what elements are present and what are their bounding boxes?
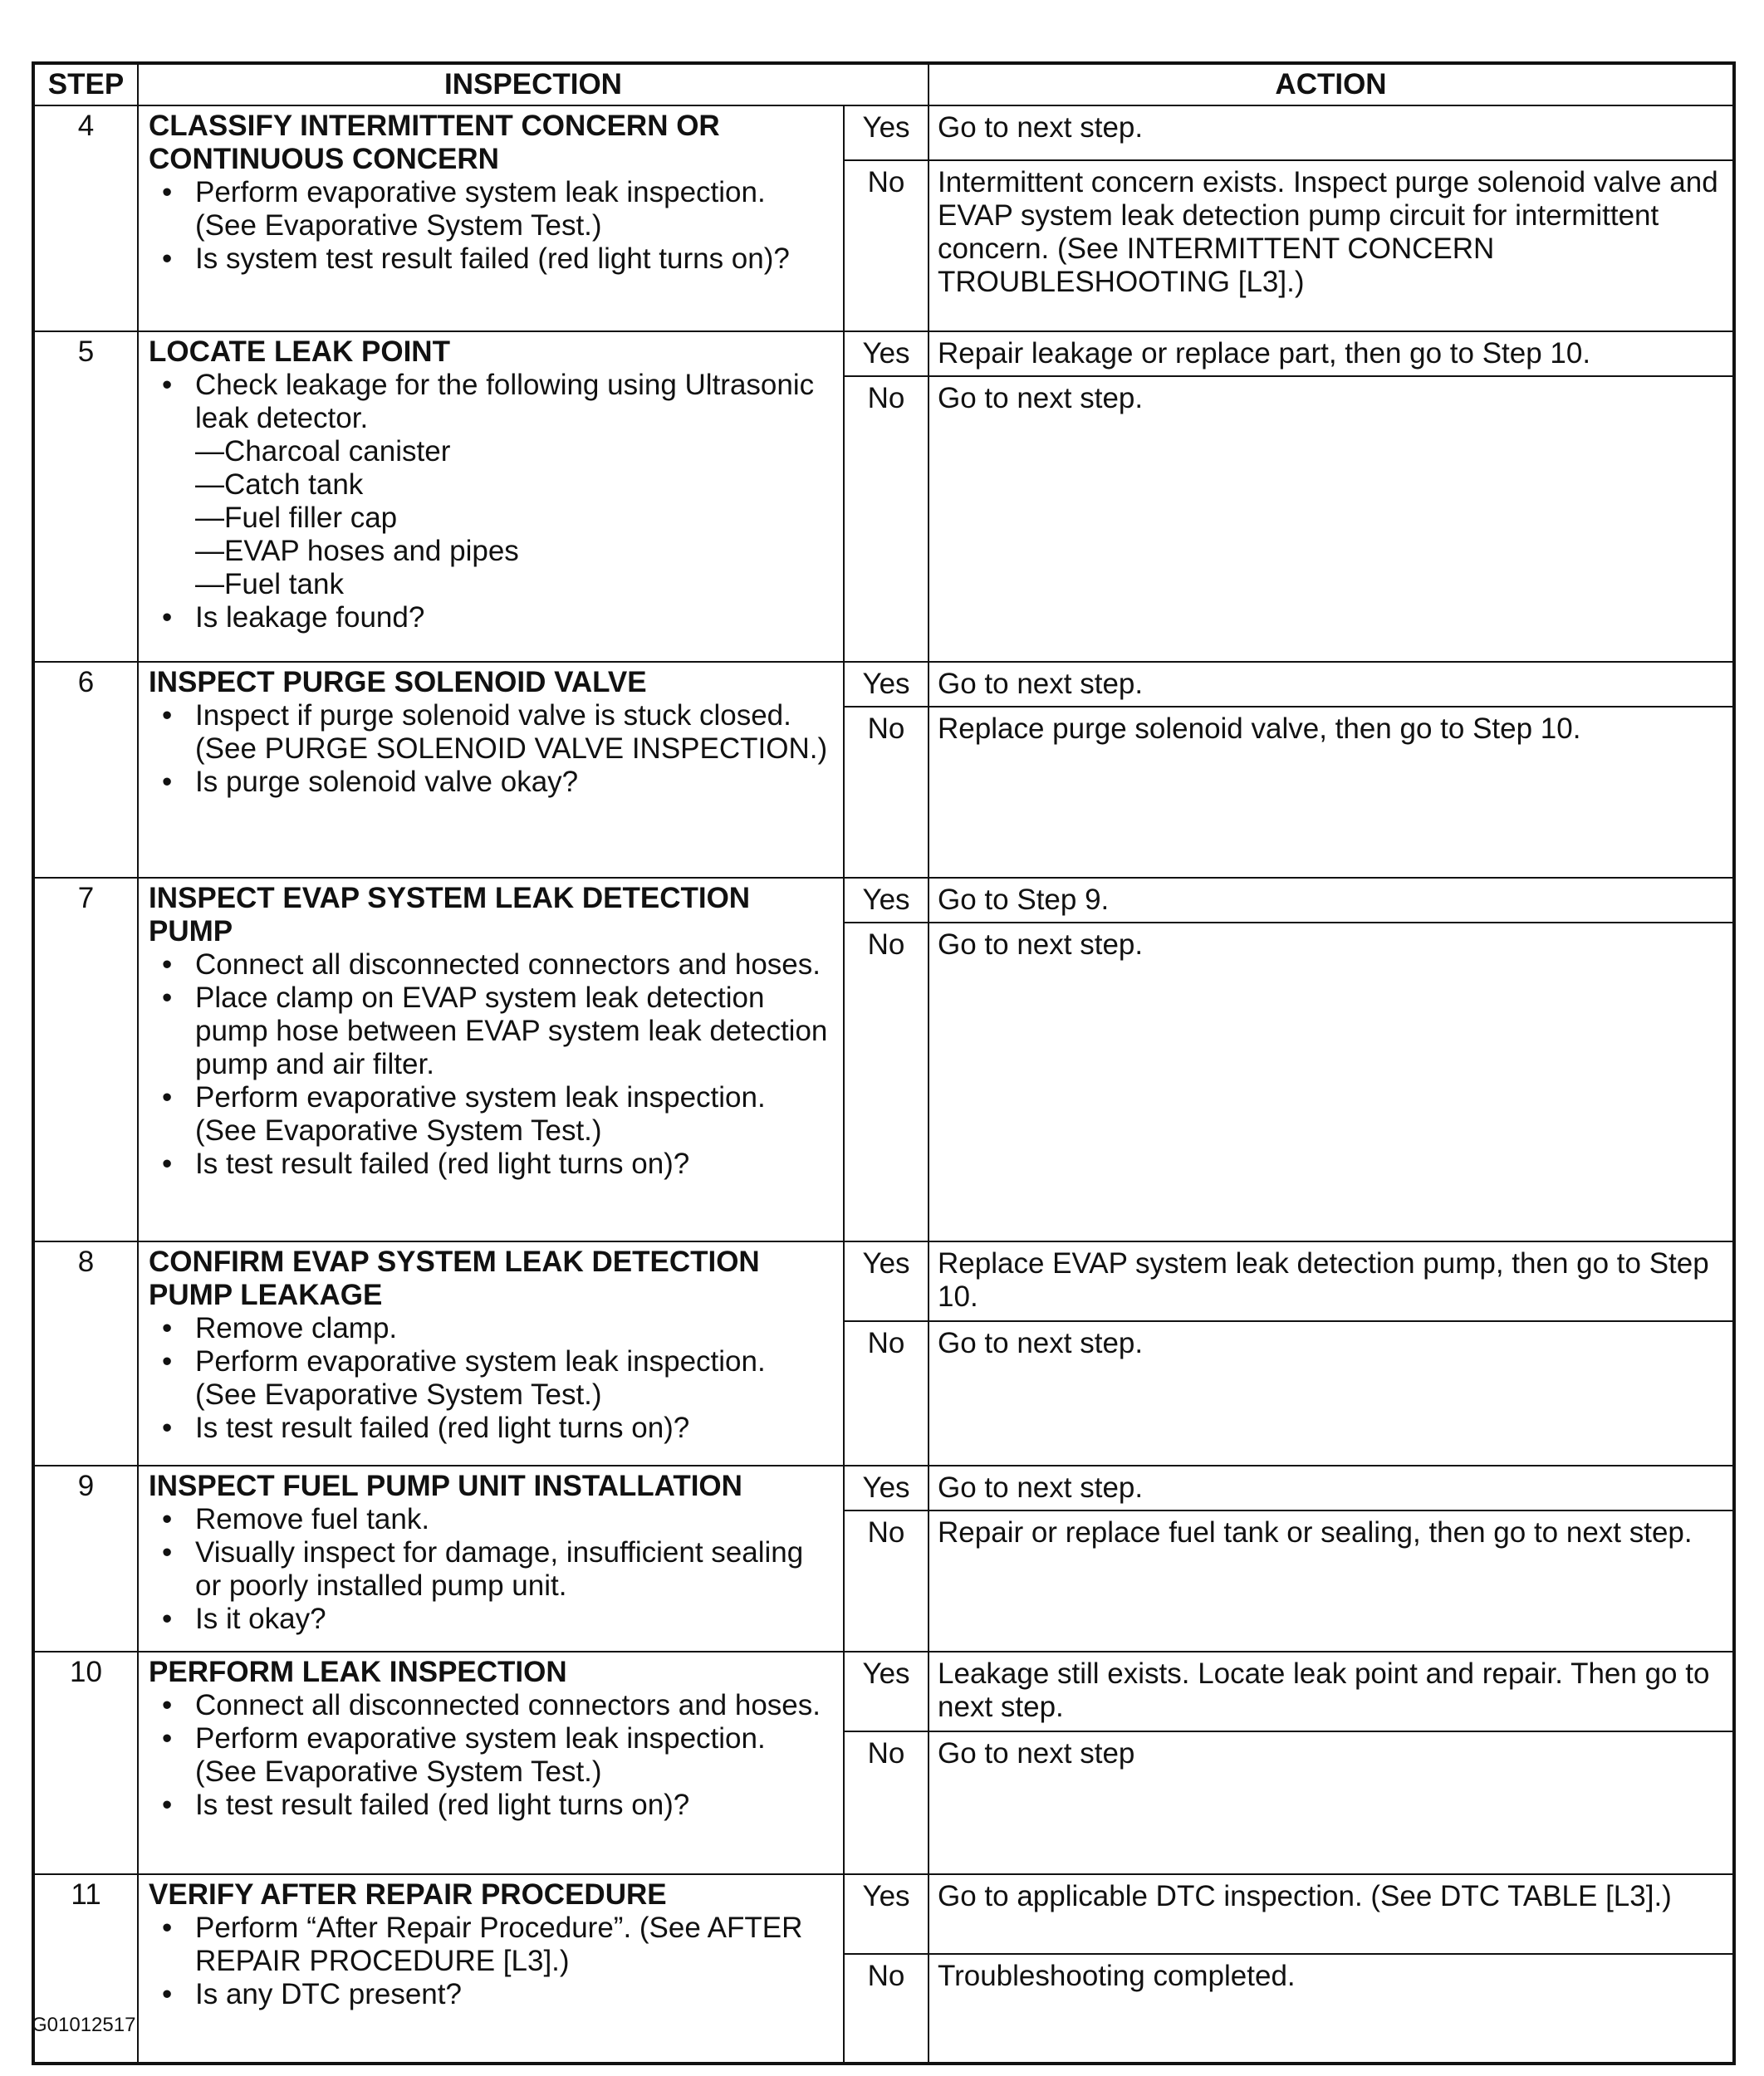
inspection-bullet-text: Perform “After Repair Procedure”. (See AFTER REPAIR PROCEDURE [L3].) bbox=[195, 1912, 803, 1977]
inspection-bullet bbox=[149, 1312, 835, 1345]
inspection-bullet-text: Is test result failed (red light turns on)? bbox=[195, 1412, 690, 1444]
inspection-bullet-text: Is any DTC present? bbox=[195, 1978, 462, 2010]
inspection-bullet bbox=[149, 242, 835, 276]
inspection-bullet-text: Perform evaporative system leak inspection. (See Evaporative System Test.) bbox=[195, 1081, 766, 1147]
no-label: No bbox=[844, 1954, 929, 2064]
inspection-cell bbox=[138, 1466, 844, 1652]
inspection-bullet bbox=[149, 1536, 835, 1603]
step-row bbox=[33, 1652, 1734, 1731]
step-row bbox=[33, 331, 1734, 376]
leak-check-item bbox=[195, 468, 835, 502]
leak-check-item-text: Fuel tank bbox=[224, 568, 344, 600]
yes-label: Yes bbox=[844, 1241, 929, 1321]
inspection-bullets bbox=[149, 1912, 835, 2011]
inspection-bullet bbox=[149, 766, 835, 799]
yes-label: Yes bbox=[844, 1652, 929, 1731]
inspection-bullet-text: Is purge solenoid valve okay? bbox=[195, 766, 579, 798]
inspection-bullet bbox=[149, 1603, 835, 1636]
inspection-bullet-text: Perform evaporative system leak inspection. (See Evaporative System Test.) bbox=[195, 1722, 766, 1788]
inspection-bullet-text: Is it okay? bbox=[195, 1603, 326, 1635]
leak-check-item bbox=[195, 435, 835, 468]
step-number: 11 bbox=[33, 1874, 138, 2064]
inspection-title: INSPECT PURGE SOLENOID VALVE bbox=[149, 666, 647, 698]
no-label: No bbox=[844, 923, 929, 1241]
step-row bbox=[33, 662, 1734, 707]
inspection-bullet bbox=[149, 601, 835, 634]
inspection-bullets bbox=[149, 369, 835, 634]
inspection-bullet bbox=[149, 1345, 835, 1412]
step-row bbox=[33, 1241, 1734, 1321]
inspection-bullet-text: Check leakage for the following using Ultrasonic leak detector. bbox=[195, 369, 815, 434]
step-number: 9 bbox=[33, 1466, 138, 1652]
leak-check-item bbox=[195, 568, 835, 601]
action-column-header: ACTION bbox=[929, 63, 1734, 105]
inspection-cell bbox=[138, 878, 844, 1241]
inspection-title: CLASSIFY INTERMITTENT CONCERN OR CONTINUOUS CONCERN bbox=[149, 110, 720, 175]
inspection-cell bbox=[138, 1241, 844, 1466]
inspection-cell bbox=[138, 331, 844, 662]
inspection-bullet bbox=[149, 369, 835, 601]
yes-action: Repair leakage or replace part, then go to Step 10. bbox=[929, 331, 1734, 376]
yes-label: Yes bbox=[844, 105, 929, 160]
leak-check-item-text: Catch tank bbox=[224, 468, 364, 501]
inspection-bullet-text: Connect all disconnected connectors and hoses. bbox=[195, 948, 821, 981]
inspection-bullets bbox=[149, 1312, 835, 1445]
yes-action: Go to next step. bbox=[929, 662, 1734, 707]
yes-action: Go to next step. bbox=[929, 1466, 1734, 1510]
inspection-cell bbox=[138, 662, 844, 878]
no-label: No bbox=[844, 160, 929, 331]
inspection-title: LOCATE LEAK POINT bbox=[149, 335, 450, 368]
inspection-bullet bbox=[149, 1978, 835, 2011]
leak-check-list bbox=[195, 435, 835, 601]
inspection-bullets bbox=[149, 1503, 835, 1636]
inspection-bullet-text: Remove clamp. bbox=[195, 1312, 398, 1344]
no-action: Go to next step. bbox=[929, 376, 1734, 662]
yes-label: Yes bbox=[844, 662, 929, 707]
inspection-bullets bbox=[149, 699, 835, 799]
step-column-header: STEP bbox=[33, 63, 138, 105]
inspection-bullet-text: Is system test result failed (red light turns on)? bbox=[195, 242, 790, 275]
inspection-cell bbox=[138, 1874, 844, 2064]
inspection-title: INSPECT EVAP SYSTEM LEAK DETECTION PUMP bbox=[149, 882, 751, 947]
inspection-cell bbox=[138, 1652, 844, 1874]
inspection-bullet bbox=[149, 176, 835, 242]
yes-action: Leakage still exists. Locate leak point and repair. Then go to next step. bbox=[929, 1652, 1734, 1731]
leak-check-item-text: EVAP hoses and pipes bbox=[224, 535, 519, 567]
inspection-bullet-text: Connect all disconnected connectors and hoses. bbox=[195, 1689, 821, 1721]
no-label: No bbox=[844, 1731, 929, 1874]
leak-check-item bbox=[195, 535, 835, 568]
no-action: Troubleshooting completed. bbox=[929, 1954, 1734, 2064]
inspection-bullet bbox=[149, 1722, 835, 1789]
table-body bbox=[33, 105, 1734, 2064]
yes-action: Go to Step 9. bbox=[929, 878, 1734, 923]
inspection-bullet bbox=[149, 1789, 835, 1822]
inspection-bullet bbox=[149, 1503, 835, 1536]
yes-label: Yes bbox=[844, 1874, 929, 1954]
inspection-bullet bbox=[149, 1081, 835, 1148]
yes-label: Yes bbox=[844, 878, 929, 923]
inspection-bullet-text: Visually inspect for damage, insufficient sealing or poorly installed pump unit. bbox=[195, 1536, 804, 1602]
step-number: 4 bbox=[33, 105, 138, 331]
inspection-bullet bbox=[149, 1912, 835, 1978]
inspection-bullet bbox=[149, 948, 835, 982]
inspection-bullet-text: Perform evaporative system leak inspection. (See Evaporative System Test.) bbox=[195, 176, 766, 242]
no-label: No bbox=[844, 376, 929, 662]
inspection-column-header: INSPECTION bbox=[138, 63, 929, 105]
step-number: 6 bbox=[33, 662, 138, 878]
inspection-bullet bbox=[149, 982, 835, 1081]
leak-check-item-text: Charcoal canister bbox=[224, 435, 451, 468]
step-number: 5 bbox=[33, 331, 138, 662]
no-action: Intermittent concern exists. Inspect purge solenoid valve and EVAP system leak detection pump circuit for intermittent concern. (See INTERMITTENT CONCERN TROUBLESHOOTING [L3].) bbox=[929, 160, 1734, 331]
step-row bbox=[33, 878, 1734, 923]
no-label: No bbox=[844, 1321, 929, 1466]
inspection-bullet-text: Remove fuel tank. bbox=[195, 1503, 430, 1535]
step-row bbox=[33, 105, 1734, 160]
table-header-row bbox=[33, 63, 1734, 105]
inspection-title: CONFIRM EVAP SYSTEM LEAK DETECTION PUMP LEAKAGE bbox=[149, 1246, 760, 1311]
inspection-bullet bbox=[149, 699, 835, 766]
no-label: No bbox=[844, 1510, 929, 1652]
no-action: Go to next step. bbox=[929, 1321, 1734, 1466]
inspection-bullet bbox=[149, 1412, 835, 1445]
figure-id: G01012517 bbox=[32, 2014, 136, 2036]
step-number: 7 bbox=[33, 878, 138, 1241]
inspection-bullet-text: Is test result failed (red light turns on)? bbox=[195, 1148, 690, 1180]
no-action: Go to next step bbox=[929, 1731, 1734, 1874]
inspection-bullet-text: Inspect if purge solenoid valve is stuck closed. (See PURGE SOLENOID VALVE INSPECTION.) bbox=[195, 699, 828, 765]
inspection-title: PERFORM LEAK INSPECTION bbox=[149, 1656, 567, 1688]
inspection-bullet bbox=[149, 1689, 835, 1722]
no-action: Replace purge solenoid valve, then go to Step 10. bbox=[929, 707, 1734, 878]
troubleshooting-table bbox=[32, 61, 1736, 2065]
inspection-bullet-text: Is leakage found? bbox=[195, 601, 425, 634]
inspection-bullets bbox=[149, 948, 835, 1181]
step-row bbox=[33, 1466, 1734, 1510]
inspection-cell bbox=[138, 105, 844, 331]
yes-action: Replace EVAP system leak detection pump, then go to Step 10. bbox=[929, 1241, 1734, 1321]
no-label: No bbox=[844, 707, 929, 878]
yes-label: Yes bbox=[844, 1466, 929, 1510]
inspection-bullet-text: Is test result failed (red light turns on)? bbox=[195, 1789, 690, 1821]
yes-action: Go to next step. bbox=[929, 105, 1734, 160]
no-action: Go to next step. bbox=[929, 923, 1734, 1241]
inspection-bullet-text: Perform evaporative system leak inspection. (See Evaporative System Test.) bbox=[195, 1345, 766, 1411]
step-number: 10 bbox=[33, 1652, 138, 1874]
leak-check-item bbox=[195, 502, 835, 535]
inspection-bullet-text: Place clamp on EVAP system leak detection pump hose between EVAP system leak detection pump and air filter. bbox=[195, 982, 828, 1080]
no-action: Repair or replace fuel tank or sealing, then go to next step. bbox=[929, 1510, 1734, 1652]
inspection-title: VERIFY AFTER REPAIR PROCEDURE bbox=[149, 1878, 667, 1911]
step-row bbox=[33, 1874, 1734, 1954]
troubleshooting-document bbox=[32, 61, 1736, 2065]
inspection-title: INSPECT FUEL PUMP UNIT INSTALLATION bbox=[149, 1470, 742, 1502]
inspection-bullets bbox=[149, 176, 835, 276]
yes-action: Go to applicable DTC inspection. (See DTC TABLE [L3].) bbox=[929, 1874, 1734, 1954]
inspection-bullets bbox=[149, 1689, 835, 1822]
leak-check-item-text: Fuel filler cap bbox=[224, 502, 398, 534]
step-number: 8 bbox=[33, 1241, 138, 1466]
yes-label: Yes bbox=[844, 331, 929, 376]
inspection-bullet bbox=[149, 1148, 835, 1181]
